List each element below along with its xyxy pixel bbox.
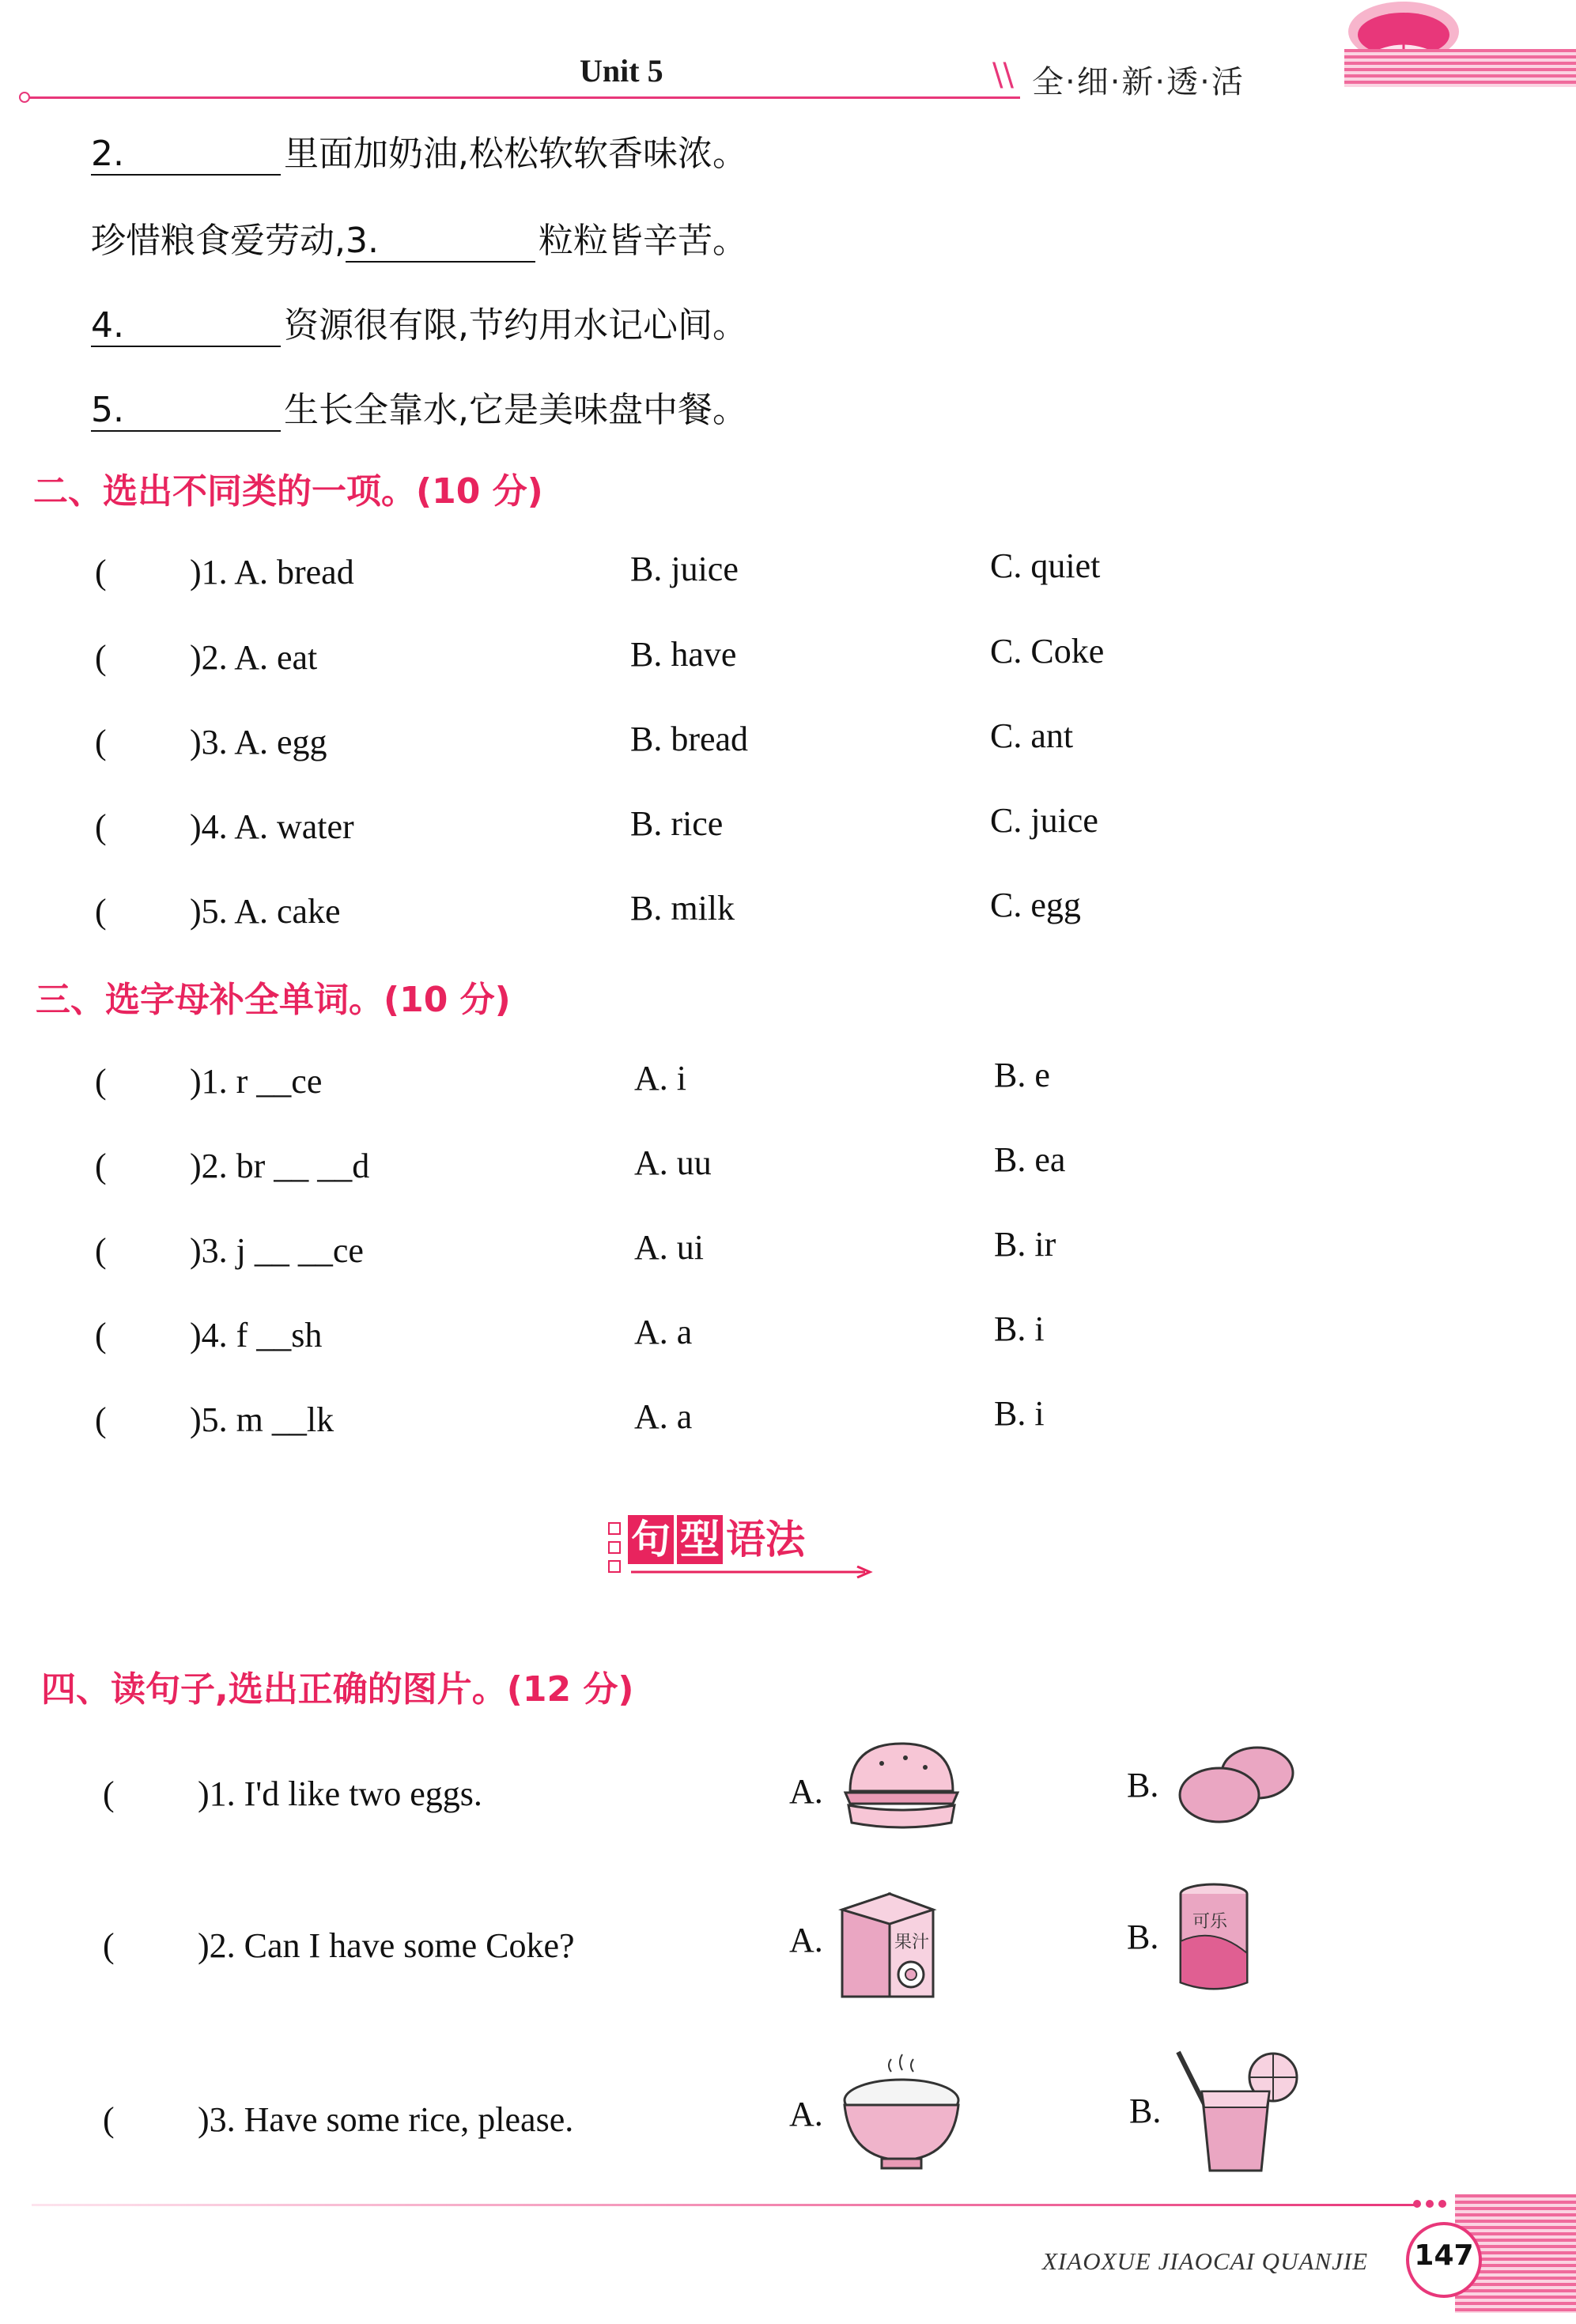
s3-option-a-5: A. a xyxy=(634,1397,693,1436)
s3-paren-1[interactable]: ( xyxy=(95,1062,107,1101)
header-stripe xyxy=(1344,49,1576,87)
hamburger-icon[interactable] xyxy=(834,1736,969,1842)
s3-paren-5[interactable]: ( xyxy=(95,1400,107,1439)
s3-option-a-4: A. a xyxy=(634,1313,693,1351)
s4-option-b-2[interactable]: B. xyxy=(1127,1918,1159,1956)
s2-paren-3[interactable]: ( xyxy=(95,723,107,761)
s4-option-a-3[interactable]: A. xyxy=(789,2095,823,2133)
s2-question-5: )5. A. cake xyxy=(190,892,341,931)
poem-line-3: 珍惜粮食爱劳动,3. 粒粒皆辛苦。 xyxy=(91,221,747,261)
footer-rule xyxy=(32,2204,1415,2206)
s3-question-2: )2. br __ __d xyxy=(190,1147,370,1185)
s4-option-b-3[interactable]: B. xyxy=(1129,2092,1162,2130)
header-dot xyxy=(19,92,30,103)
rice-bowl-icon[interactable] xyxy=(834,2048,969,2178)
blank-4[interactable]: 4. xyxy=(91,305,281,347)
footer-dots-icon xyxy=(1412,2197,1460,2211)
poem-line-4: 4. 资源很有限,节约用水记心间。 xyxy=(91,305,747,346)
s3-question-5: )5. m __lk xyxy=(190,1400,334,1439)
poem-line-2: 2. 里面加奶油,松松软软香味浓。 xyxy=(91,134,747,174)
header-slash-icon: \\ xyxy=(992,57,1014,93)
s2-option-c-2: C. Coke xyxy=(990,632,1105,671)
s4-option-a-1[interactable]: A. xyxy=(789,1772,823,1811)
cola-can-label: 可乐 xyxy=(1192,1912,1228,1932)
s3-paren-2[interactable]: ( xyxy=(95,1147,107,1185)
s2-paren-4[interactable]: ( xyxy=(95,807,107,846)
s4-paren-1[interactable]: ( xyxy=(103,1774,115,1813)
s2-paren-2[interactable]: ( xyxy=(95,638,107,677)
s3-option-b-5: B. i xyxy=(994,1394,1045,1433)
s4-paren-2[interactable]: ( xyxy=(103,1926,115,1965)
juice-glass-icon[interactable] xyxy=(1170,2044,1305,2182)
poem-line-5: 5. 生长全靠水,它是美味盘中餐。 xyxy=(91,390,747,430)
s3-option-a-3: A. ui xyxy=(634,1228,704,1267)
s2-question-2: )2. A. eat xyxy=(190,638,318,677)
banner-checkbox-icon xyxy=(607,1520,626,1575)
s3-question-4: )4. f __sh xyxy=(190,1316,323,1355)
s2-question-1: )1. A. bread xyxy=(190,553,354,591)
s3-option-b-4: B. i xyxy=(994,1309,1045,1348)
s2-option-c-3: C. ant xyxy=(990,716,1074,755)
banner-arrow-icon xyxy=(631,1566,876,1578)
section-banner xyxy=(607,1515,876,1578)
juice-box-label: 果汁 xyxy=(894,1933,930,1952)
s2-option-c-5: C. egg xyxy=(990,886,1081,924)
s2-question-4: )4. A. water xyxy=(190,807,354,846)
unit-title: Unit 5 xyxy=(580,53,663,89)
banner-char-2: 型 xyxy=(677,1515,723,1564)
s2-option-c-1: C. quiet xyxy=(990,546,1101,585)
s2-question-3: )3. A. egg xyxy=(190,723,327,761)
s3-paren-4[interactable]: ( xyxy=(95,1316,107,1355)
s2-option-b-5: B. milk xyxy=(630,889,735,928)
s2-option-c-4: C. juice xyxy=(990,801,1098,840)
header-motto: 全·细·新·透·活 xyxy=(1032,64,1245,100)
footer-series: XIAOXUE JIAOCAI QUANJIE xyxy=(1042,2247,1369,2275)
s2-option-b-1: B. juice xyxy=(630,550,739,588)
section-4-title: 四、读句子,选出正确的图片。(12 分) xyxy=(41,1669,634,1710)
s2-option-b-2: B. have xyxy=(630,635,737,674)
page-number: 147 xyxy=(1414,2239,1474,2272)
s3-option-a-1: A. i xyxy=(634,1059,686,1098)
banner-text: 语法 xyxy=(726,1517,805,1563)
s2-paren-5[interactable]: ( xyxy=(95,892,107,931)
blank-5[interactable]: 5. xyxy=(91,390,281,432)
juice-box-icon[interactable] xyxy=(834,1878,945,2008)
s4-question-2: )2. Can I have some Coke? xyxy=(198,1926,575,1965)
s2-paren-1[interactable]: ( xyxy=(95,553,107,591)
s3-option-b-1: B. e xyxy=(994,1056,1050,1094)
s4-question-3: )3. Have some rice, please. xyxy=(198,2100,574,2139)
s3-question-1: )1. r __ce xyxy=(190,1062,323,1101)
blank-2[interactable]: 2. xyxy=(91,134,281,176)
s3-paren-3[interactable]: ( xyxy=(95,1231,107,1270)
s4-question-1: )1. I'd like two eggs. xyxy=(198,1774,482,1813)
s3-option-b-2: B. ea xyxy=(994,1140,1066,1179)
cola-can-icon[interactable] xyxy=(1170,1878,1257,2000)
banner-char-1: 句 xyxy=(628,1515,674,1564)
s3-option-a-2: A. uu xyxy=(634,1143,712,1182)
s2-option-b-4: B. rice xyxy=(630,804,724,843)
blank-3[interactable]: 3. xyxy=(346,221,535,263)
header-rule xyxy=(24,96,1020,99)
s3-question-3: )3. j __ __ce xyxy=(190,1231,364,1270)
two-eggs-icon[interactable] xyxy=(1170,1740,1297,1830)
s4-option-b-1[interactable]: B. xyxy=(1127,1766,1159,1804)
s4-option-a-2[interactable]: A. xyxy=(789,1921,823,1959)
s2-option-b-3: B. bread xyxy=(630,720,749,758)
section-2-title: 二、选出不同类的一项。(10 分) xyxy=(33,471,543,512)
s3-option-b-3: B. ir xyxy=(994,1225,1056,1264)
section-3-title: 三、选字母补全单词。(10 分) xyxy=(36,980,511,1020)
s4-paren-3[interactable]: ( xyxy=(103,2100,115,2139)
